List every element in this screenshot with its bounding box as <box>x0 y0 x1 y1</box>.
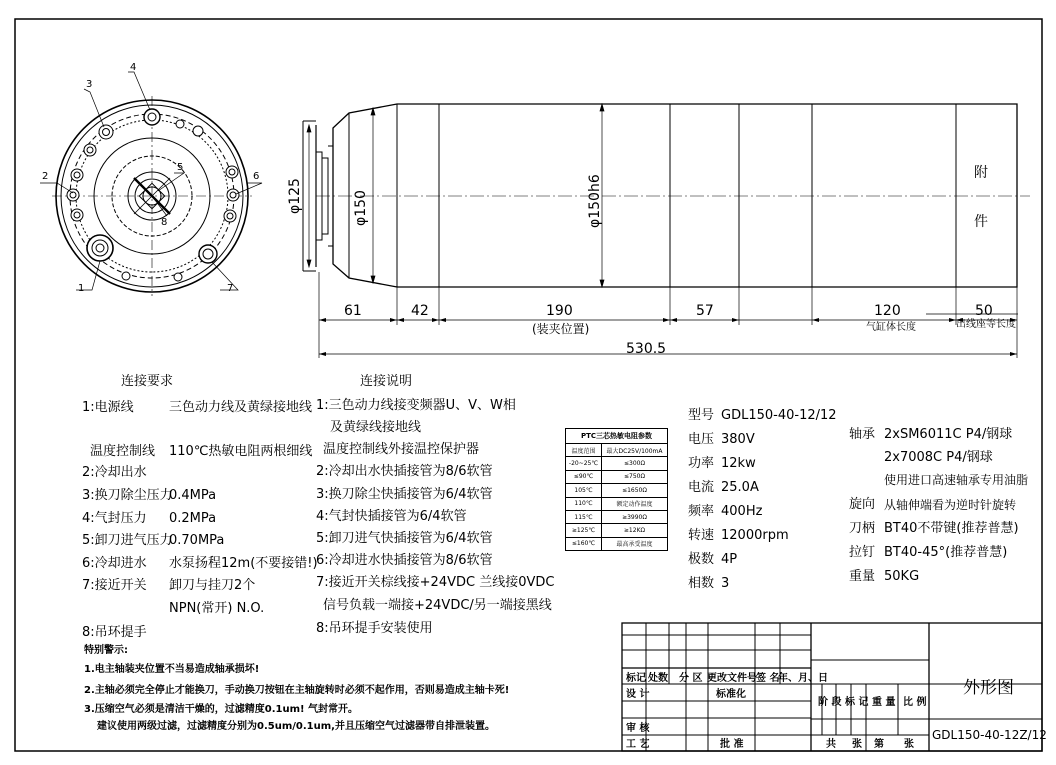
spec-label: 电流 <box>688 480 715 495</box>
note-line: 信号负载一端接+24VDC/另一端接黑线 <box>323 598 552 613</box>
tb-total-sheets: 共 <box>826 739 836 750</box>
vertical-dimensions <box>307 104 604 287</box>
tb-header-cell: 更改文件号 <box>707 673 757 684</box>
spec-label: 功率 <box>688 456 715 471</box>
ptc-cell: 105℃ <box>566 484 602 497</box>
ptc-cell: 115℃ <box>566 510 602 523</box>
req-value: 卸刀与挂刀2个 <box>169 578 256 593</box>
req-value: 三色动力线及黄绿接地线 <box>169 400 313 415</box>
bearing-value: 2xSM6011C P4/钢球 <box>884 427 1013 442</box>
note-line: 及黄绿线接地线 <box>330 420 422 435</box>
req-value: NPN(常开) N.O. <box>169 601 265 616</box>
ptc-header-cell: 温度范围 <box>566 444 602 457</box>
tb-header-cell: 标记 <box>626 673 646 684</box>
req-value: 0.2MPa <box>169 511 217 526</box>
req-value: 水泵扬程12m(不要接错!) <box>169 556 318 571</box>
warning-line: 建议使用两级过滤，过滤精度分别为0.5um/0.1um,并且压缩空气过滤器带自排泄装置。 <box>97 721 495 732</box>
req-value: 110℃热敏电阻两根细线 <box>169 444 313 459</box>
warning-line: 2.主轴必须完全停止才能换刀，手动换刀按钮在主轴旋转时必须不起作用，否则易造成主轴卡死! <box>84 685 510 696</box>
dim-total: 530.5 <box>626 341 667 357</box>
tb-header-cell: 签 名 <box>756 673 780 684</box>
dim-120: 120 <box>874 303 901 319</box>
tb-sheet-unit: 张 <box>904 739 914 750</box>
warnings-title: 特别警示: <box>84 645 128 656</box>
spec-label: 电压 <box>688 432 715 447</box>
balloon-6: 6 <box>253 171 260 182</box>
req-label: 8:吊环提手 <box>82 625 147 640</box>
tb-header-cell: 处数 <box>648 673 668 684</box>
ptc-cell: ≥12KΩ <box>602 524 668 537</box>
weight-label: 重量 <box>849 569 876 584</box>
rotation-value: 从轴伸端看为逆时针旋转 <box>884 498 1017 512</box>
dim-190-note: (装夹位置) <box>532 322 590 336</box>
req-label: 温度控制线 <box>90 444 156 459</box>
balloon-7: 7 <box>227 283 234 294</box>
req-value: 0.4MPa <box>169 488 217 503</box>
note-line: 4:气封快插接管为6/4软管 <box>316 509 467 524</box>
note-line: 7:接近开关棕线接+24VDC 兰线接0VDC <box>316 575 555 590</box>
tb-design: 设 计 <box>626 689 650 700</box>
requirements-title: 连接要求 <box>121 374 174 389</box>
notes-title: 连接说明 <box>360 374 413 389</box>
dim-190: 190 <box>546 303 573 319</box>
ptc-header-cell: 最大DC25V/100mA <box>602 444 668 457</box>
tool-holder-label: 刀柄 <box>849 521 876 536</box>
req-value: 0.70MPa <box>169 533 225 548</box>
tb-header-cell: 分 区 <box>679 673 703 684</box>
spec-value: 25.0A <box>721 480 759 495</box>
req-label: 2:冷却出水 <box>82 465 147 480</box>
warning-line: 1.电主轴装夹位置不当易造成轴承损坏! <box>84 664 260 675</box>
spec-value: 12000rpm <box>721 528 789 543</box>
rotation-label: 旋向 <box>849 497 876 512</box>
tb-approve: 批 准 <box>720 739 744 750</box>
spec-label: 转速 <box>688 528 715 543</box>
ptc-cell: ≥125℃ <box>566 524 602 537</box>
ptc-table <box>565 428 668 551</box>
ptc-cell: ≥3990Ω <box>602 510 668 523</box>
spec-value: 3 <box>721 576 730 591</box>
tool-holder-value: BT40不带键(推荐普慧) <box>884 521 1019 536</box>
warning-line: 3.压缩空气必须是清洁干燥的，过滤精度0.1um! 气封常开。 <box>84 704 359 715</box>
tb-drawing-number: GDL150-40-12Z/12 <box>932 728 1047 742</box>
spec-label: 相数 <box>688 576 715 591</box>
ptc-cell: ≤1650Ω <box>602 484 668 497</box>
req-label: 6:冷却进水 <box>82 556 147 571</box>
tb-sheets-unit: 张 <box>852 739 862 750</box>
note-line: 8:吊环提手安装使用 <box>316 621 433 636</box>
bearing-value: 2x7008C P4/钢球 <box>884 450 993 465</box>
ptc-cell: ≤750Ω <box>602 470 668 483</box>
note-line: 2:冷却出水快插接管为8/6软管 <box>316 464 493 479</box>
dim-d150h6: φ150h6 <box>587 174 603 228</box>
dim-120-note: 气缸体长度 <box>866 322 916 333</box>
balloon-4: 4 <box>130 62 137 73</box>
spec-label: 极数 <box>688 552 715 567</box>
ptc-cell: -20~25℃ <box>566 457 602 470</box>
ptc-cell: ≤90℃ <box>566 470 602 483</box>
dim-42: 42 <box>411 303 429 319</box>
bearing-value: 使用进口高速轴承专用油脂 <box>884 473 1029 487</box>
pull-stud-label: 拉钉 <box>849 545 876 560</box>
spec-value: GDL150-40-12/12 <box>721 408 837 423</box>
ptc-cell: 110℃ <box>566 497 602 510</box>
bearing-label: 轴承 <box>849 427 876 442</box>
ptc-cell: ≤160℃ <box>566 537 602 550</box>
pull-stud-value: BT40-45°(推荐普慧) <box>884 545 1008 560</box>
dim-57: 57 <box>696 303 714 319</box>
note-line: 5:卸刀进气快插接管为6/4软管 <box>316 531 493 546</box>
req-label: 4:气封压力 <box>82 511 147 526</box>
spec-value: 400Hz <box>721 504 763 519</box>
note-line: 3:换刀除尘快插接管为6/4软管 <box>316 487 493 502</box>
dim-61: 61 <box>344 303 362 319</box>
ptc-cell: 额定动作温度 <box>602 497 668 510</box>
req-label: 1:电源线 <box>82 400 134 415</box>
weight-value: 50KG <box>884 569 920 584</box>
spindle-end-view <box>40 72 262 296</box>
ptc-cell: ≤300Ω <box>602 457 668 470</box>
balloon-3: 3 <box>86 79 93 90</box>
balloon-8: 8 <box>161 217 168 228</box>
spec-value: 380V <box>721 432 755 447</box>
dim-50-note: 出线座等长度 <box>956 319 1016 330</box>
ptc-cell: 最高承受温度 <box>602 537 668 550</box>
spec-value: 4P <box>721 552 738 567</box>
spindle-side-view <box>303 104 1030 287</box>
req-label: 7:接近开关 <box>82 578 147 593</box>
tb-weight: 重 量 <box>872 697 896 708</box>
tb-sheet-no: 第 <box>874 739 884 750</box>
note-line: 1:三色动力线接变频器U、V、W相 <box>316 398 516 413</box>
dim-50: 50 <box>975 303 993 319</box>
attachment-label: 件 <box>974 214 988 230</box>
req-label: 5:卸刀进气压力 <box>82 533 173 548</box>
tb-stage-mark: 阶 段 标 记 <box>818 697 869 708</box>
tb-scale: 比 例 <box>903 697 927 708</box>
spec-value: 12kw <box>721 456 756 471</box>
balloon-2: 2 <box>42 171 49 182</box>
balloon-5: 5 <box>177 162 184 173</box>
tb-drawing-title: 外形图 <box>963 678 1014 698</box>
tb-header-cell: 年、月、日 <box>778 673 828 684</box>
tb-review: 审 核 <box>626 723 650 734</box>
balloon-1: 1 <box>78 283 85 294</box>
tb-process: 工 艺 <box>626 739 650 750</box>
ptc-title: PTC三芯热敏电阻参数 <box>566 429 668 444</box>
spec-label: 型号 <box>688 408 715 423</box>
tb-standardization: 标准化 <box>716 689 746 700</box>
spec-label: 频率 <box>688 504 715 519</box>
dim-d150: φ150 <box>353 190 369 226</box>
attachment-label: 附 <box>974 165 988 181</box>
note-line: 6:冷却进水快插接管为8/6软管 <box>316 553 493 568</box>
req-label: 3:换刀除尘压力 <box>82 488 173 503</box>
dim-d125: φ125 <box>287 178 303 214</box>
note-line: 温度控制线外接温控保护器 <box>323 442 480 457</box>
